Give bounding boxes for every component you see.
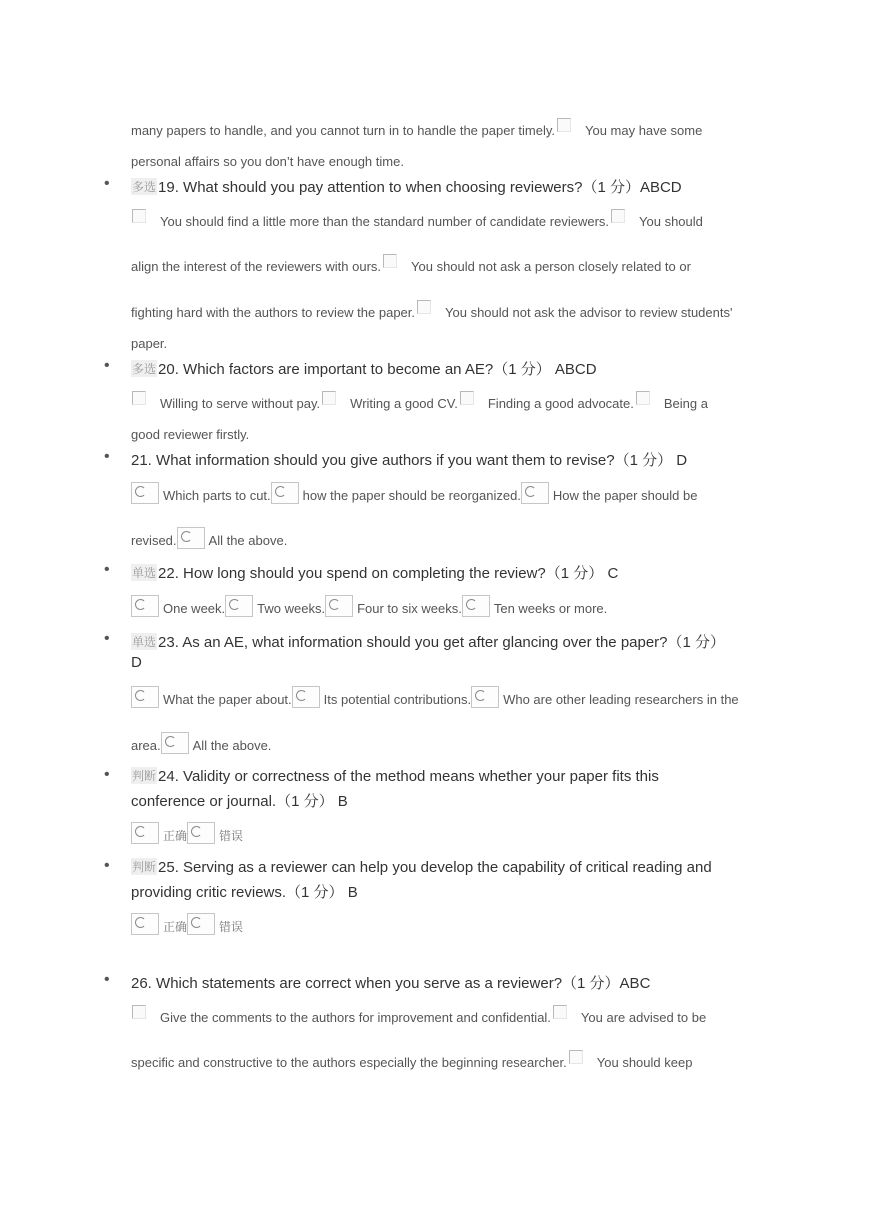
option-text: good reviewer firstly. xyxy=(131,427,250,442)
option-text: All the above. xyxy=(208,533,288,548)
option-text: You should find a little more than the standard number of candidate reviewers. xyxy=(160,214,610,229)
question-number: 21. xyxy=(131,452,152,469)
option-text: fighting hard with the authors to review the paper. xyxy=(131,305,416,320)
question-text: Serving as a reviewer can help you develop the capability of critical reading and xyxy=(183,859,712,876)
checkbox[interactable] xyxy=(557,118,571,132)
question-score: （1 分） B xyxy=(276,793,348,810)
option-text: Who are other leading researchers in the xyxy=(503,692,739,707)
option-text: You are advised to be xyxy=(580,1010,707,1025)
option-text: paper. xyxy=(131,336,168,351)
question-23 xyxy=(131,631,725,652)
question-text: Which factors are important to become an AE? xyxy=(183,361,494,378)
q22-options-line-1 xyxy=(131,595,607,617)
question-score: （1 分）ABCD xyxy=(582,179,682,196)
radio-button[interactable] xyxy=(177,527,205,549)
question-type-badge: 判断 xyxy=(132,769,157,783)
radio-button[interactable] xyxy=(271,482,299,504)
checkbox[interactable] xyxy=(636,391,650,405)
option-text: All the above. xyxy=(192,738,272,753)
checkbox[interactable] xyxy=(383,254,397,268)
q25-options xyxy=(131,913,243,935)
prev-options-line-1 xyxy=(131,118,702,138)
question-number: 25. xyxy=(158,859,179,876)
question-score: （1 分） D xyxy=(614,452,688,469)
option-text: revised. xyxy=(131,533,177,548)
question-text: conference or journal. xyxy=(131,793,277,810)
radio-button[interactable] xyxy=(462,595,490,617)
question-21 xyxy=(131,449,687,470)
question-type-badge: 单选 xyxy=(132,566,157,580)
question-23-answer xyxy=(131,654,142,671)
bullet-icon: • xyxy=(104,175,110,192)
option-text: align the interest of the reviewers with ours. xyxy=(131,259,382,274)
question-number: 20. xyxy=(158,361,179,378)
bullet-icon: • xyxy=(104,971,110,988)
prev-options-line-2 xyxy=(131,154,404,169)
option-text: area. xyxy=(131,738,161,753)
question-number: 22. xyxy=(158,565,179,582)
question-text: How long should you spend on completing the review? xyxy=(183,565,546,582)
radio-button[interactable] xyxy=(292,686,320,708)
question-19 xyxy=(131,176,682,197)
q21-options-line-2 xyxy=(131,527,287,549)
radio-button[interactable] xyxy=(225,595,253,617)
q19-options-line-3 xyxy=(131,300,732,320)
question-type-badge: 单选 xyxy=(132,635,157,649)
question-number: 26. xyxy=(131,975,152,992)
checkbox[interactable] xyxy=(132,1005,146,1019)
option-text: Ten weeks or more. xyxy=(493,601,608,616)
question-26 xyxy=(131,972,650,993)
option-text: Give the comments to the authors for improvement and confidential. xyxy=(160,1010,551,1025)
option-text: how the paper should be reorganized. xyxy=(302,488,521,503)
option-text: Two weeks. xyxy=(257,601,326,616)
q19-options-line-4 xyxy=(131,336,167,351)
option-text: How the paper should be xyxy=(552,488,698,503)
question-text: Validity or correctness of the method means whether your paper fits this xyxy=(183,768,659,785)
question-type-badge: 多选 xyxy=(132,362,157,376)
option-text: Which parts to cut. xyxy=(163,488,271,503)
radio-button[interactable] xyxy=(131,482,159,504)
option-text: Four to six weeks. xyxy=(357,601,462,616)
checkbox[interactable] xyxy=(417,300,431,314)
q19-options-line-2 xyxy=(131,254,691,274)
prev-option-text: You may have some xyxy=(584,123,703,138)
question-25-line-2 xyxy=(131,881,358,902)
q20-options-line-2 xyxy=(131,427,249,442)
checkbox[interactable] xyxy=(132,209,146,223)
question-type-badge: 判断 xyxy=(132,860,157,874)
radio-button[interactable] xyxy=(131,686,159,708)
question-24-line-2 xyxy=(131,790,348,811)
question-number: 24. xyxy=(158,768,179,785)
question-number: 23. xyxy=(158,634,179,651)
option-text: One week. xyxy=(163,601,226,616)
q23-options-line-1 xyxy=(131,686,739,708)
bullet-icon: • xyxy=(104,857,110,874)
q21-options-line-1 xyxy=(131,482,697,504)
checkbox[interactable] xyxy=(132,391,146,405)
option-text: What the paper about. xyxy=(163,692,292,707)
checkbox[interactable] xyxy=(553,1005,567,1019)
radio-button[interactable] xyxy=(131,822,159,844)
question-score: （1 分） B xyxy=(286,884,358,901)
option-text: 错误 xyxy=(219,829,244,843)
question-text: providing critic reviews. xyxy=(131,884,287,901)
question-text: What should you pay attention to when choosing reviewers? xyxy=(183,179,583,196)
prev-option-text: many papers to handle, and you cannot turn in to handle the paper timely. xyxy=(131,123,555,138)
radio-button[interactable] xyxy=(521,482,549,504)
option-text: 正确 xyxy=(163,920,188,934)
question-25 xyxy=(131,858,712,876)
option-text: You should xyxy=(639,214,703,229)
question-answer: D xyxy=(131,654,142,671)
question-text: What information should you give authors if you want them to revise? xyxy=(156,452,615,469)
question-type-badge: 多选 xyxy=(132,180,157,194)
question-number: 19. xyxy=(158,179,179,196)
option-text: Writing a good CV. xyxy=(350,396,458,411)
radio-button[interactable] xyxy=(131,913,159,935)
question-score: （1 分） ABCD xyxy=(493,361,597,378)
radio-button[interactable] xyxy=(325,595,353,617)
radio-button[interactable] xyxy=(471,686,499,708)
option-text: specific and constructive to the authors especially the beginning researcher. xyxy=(131,1055,567,1070)
option-text: Its potential contributions. xyxy=(323,692,472,707)
option-text: You should keep xyxy=(596,1055,693,1070)
radio-button[interactable] xyxy=(187,822,215,844)
bullet-icon: • xyxy=(104,357,110,374)
option-text: You should not ask the advisor to review students' xyxy=(445,305,733,320)
question-text: Which statements are correct when you serve as a reviewer? xyxy=(156,975,563,992)
radio-button[interactable] xyxy=(131,595,159,617)
question-20 xyxy=(131,358,597,379)
bullet-icon: • xyxy=(104,561,110,578)
bullet-icon: • xyxy=(104,448,110,465)
bullet-icon: • xyxy=(104,630,110,647)
question-text: As an AE, what information should you get after glancing over the paper? xyxy=(182,634,668,651)
bullet-icon: • xyxy=(104,766,110,783)
option-text: Willing to serve without pay. xyxy=(160,396,321,411)
option-text: You should not ask a person closely related to or xyxy=(411,259,691,274)
q24-options xyxy=(131,822,243,844)
question-score: （1 分）ABC xyxy=(562,975,651,992)
q20-options-line-1 xyxy=(131,391,708,411)
checkbox[interactable] xyxy=(460,391,474,405)
option-text: 正确 xyxy=(163,829,188,843)
q19-options-line-1 xyxy=(131,209,703,229)
checkbox[interactable] xyxy=(322,391,336,405)
question-22 xyxy=(131,562,618,583)
question-24 xyxy=(131,767,659,785)
option-text: Being a xyxy=(663,396,708,411)
checkbox[interactable] xyxy=(569,1050,583,1064)
prev-option-text: personal affairs so you don’t have enough time. xyxy=(131,154,404,169)
question-score: （1 分） xyxy=(667,634,726,651)
radio-button[interactable] xyxy=(161,732,189,754)
radio-button[interactable] xyxy=(187,913,215,935)
q26-options-line-1 xyxy=(131,1005,706,1025)
q23-options-line-2 xyxy=(131,732,271,754)
option-text: 错误 xyxy=(219,920,244,934)
checkbox[interactable] xyxy=(611,209,625,223)
q26-options-line-2 xyxy=(131,1050,692,1070)
option-text: Finding a good advocate. xyxy=(487,396,634,411)
question-score: （1 分） C xyxy=(545,565,619,582)
